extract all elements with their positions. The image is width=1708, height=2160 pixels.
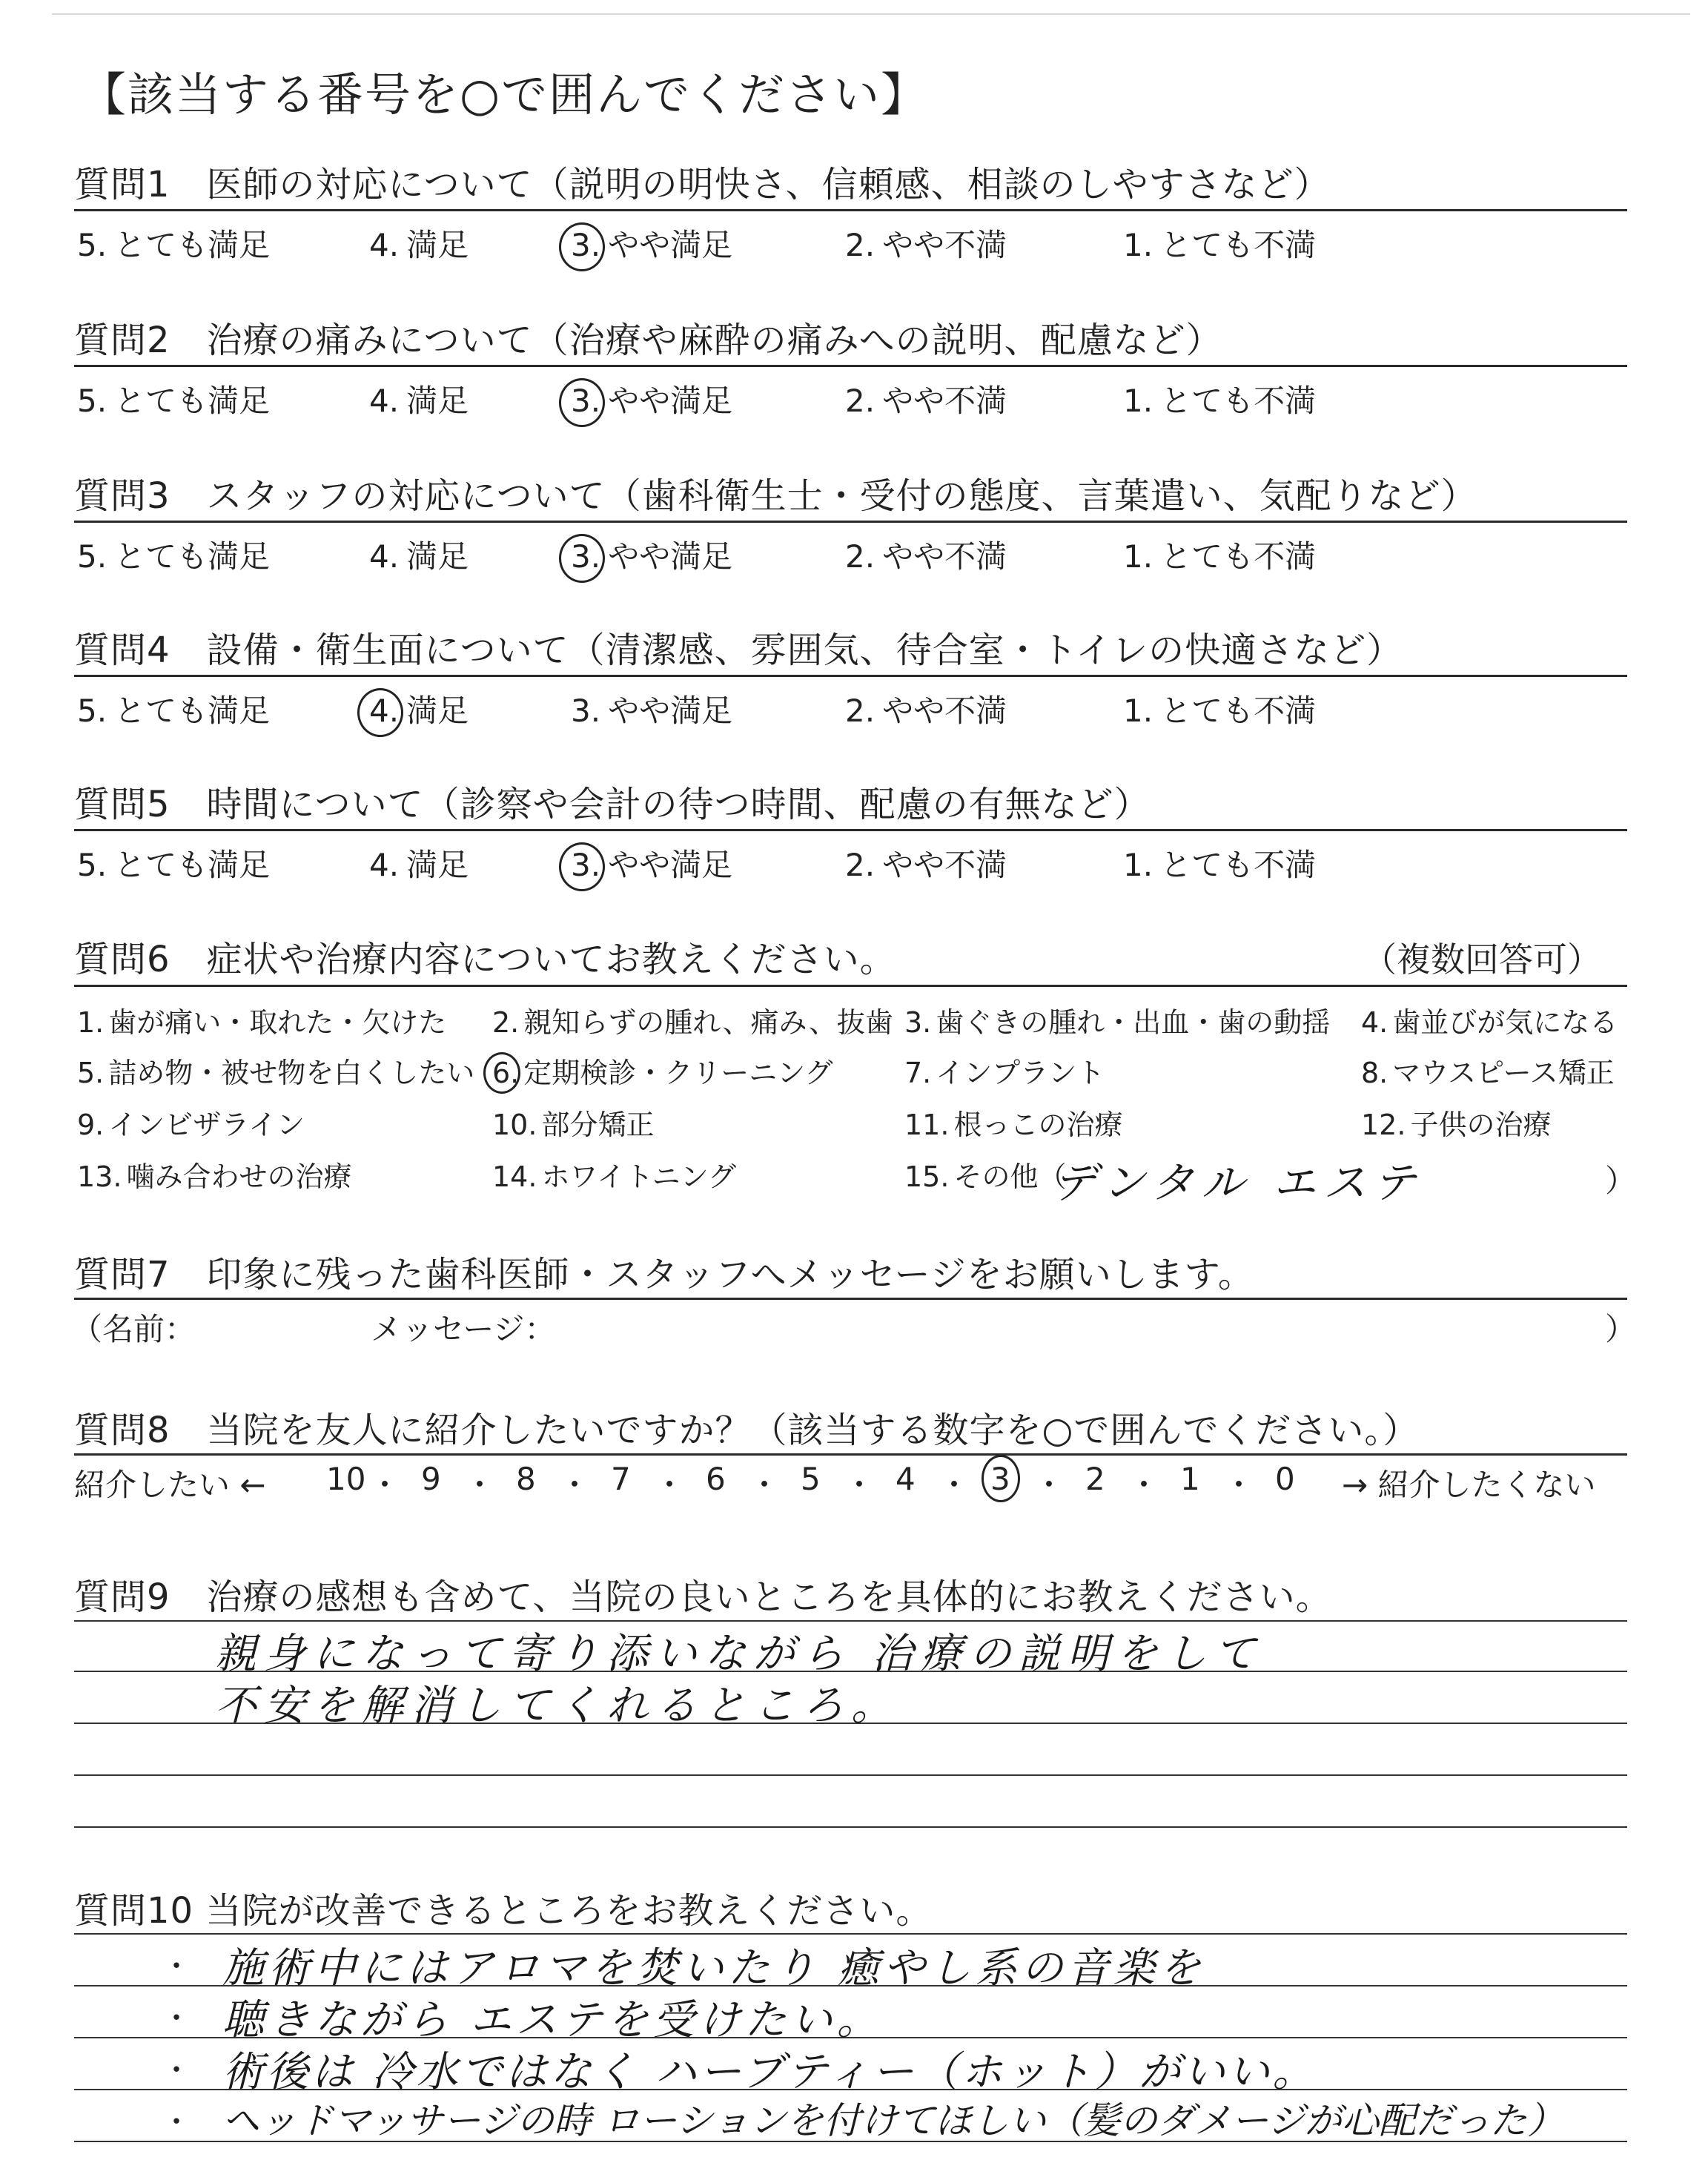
option-number: 1. <box>1123 538 1153 575</box>
q8-scale-value-8[interactable]: 8 <box>516 1461 536 1497</box>
q6-option-13[interactable] <box>77 1154 351 1195</box>
q6-option-5[interactable] <box>77 1050 474 1091</box>
q5-option-2[interactable] <box>845 841 1007 885</box>
q5-option-5[interactable] <box>77 841 270 885</box>
q8-underline <box>74 1453 1627 1456</box>
option-number: 2. <box>845 847 875 883</box>
q6-multiple-answers-note: （複数回答可） <box>1363 939 1601 980</box>
q2-option-5[interactable] <box>77 377 270 421</box>
q2-underline <box>74 365 1627 367</box>
option-number: 3. <box>571 227 601 263</box>
option-number: 3. <box>904 1006 932 1039</box>
q6-option-11[interactable] <box>904 1102 1122 1143</box>
option-number: 2. <box>845 227 875 263</box>
q5-option-3[interactable] <box>571 841 732 885</box>
option-label: とても不満 <box>1160 227 1317 263</box>
q4-option-4[interactable] <box>369 687 469 731</box>
option-number: 13. <box>77 1160 122 1193</box>
q10-answer-line[interactable]: 聴きながら エステを受けたい。 <box>222 1996 883 2044</box>
q8-scale-separator: ・ <box>939 1467 970 1503</box>
q8-scale-value-2[interactable]: 2 <box>1085 1461 1105 1497</box>
q3-option-3[interactable] <box>571 532 732 577</box>
q1-underline <box>74 209 1627 211</box>
option-label: 満足 <box>406 693 469 729</box>
option-number: 2. <box>845 693 875 729</box>
option-label: やや不満 <box>882 847 1007 883</box>
q6-option-2[interactable] <box>492 1000 893 1040</box>
q8-scale-separator: ・ <box>749 1467 781 1503</box>
q2-title: 質問2 治療の痛みについて（治療や麻酔の痛みへの説明、配慮など） <box>74 320 1222 361</box>
q8-scale-value-5[interactable]: 5 <box>801 1461 821 1497</box>
q8-scale-separator: ・ <box>1223 1467 1255 1503</box>
q8-scale-value-0[interactable]: 0 <box>1275 1461 1295 1497</box>
option-number: 5. <box>77 847 107 883</box>
option-number: 1. <box>1123 847 1153 883</box>
q8-scale-separator: ・ <box>844 1467 875 1503</box>
q8-scale-separator: ・ <box>464 1467 496 1503</box>
q7-close-paren: ） <box>1605 1311 1637 1347</box>
option-label: やや満足 <box>608 383 733 419</box>
option-label: その他（ <box>953 1160 1067 1193</box>
q6-option-6[interactable] <box>492 1050 833 1091</box>
option-number: 2. <box>845 538 875 575</box>
q3-option-5[interactable] <box>77 532 270 577</box>
q1-option-5[interactable] <box>77 221 270 265</box>
option-label: とても不満 <box>1160 847 1317 883</box>
option-label: 子供の治療 <box>1410 1109 1552 1141</box>
q1-title: 質問1 医師の対応について（説明の明快さ、信頼感、相談のしやすさなど） <box>74 164 1331 205</box>
q1-option-3[interactable] <box>571 221 732 265</box>
q9-answer-line[interactable]: 不安を解消してくれるところ。 <box>215 1682 900 1730</box>
option-label: 満足 <box>406 538 469 575</box>
option-label: インビザライン <box>108 1109 305 1141</box>
option-label: 満足 <box>406 227 469 263</box>
q6-underline <box>74 985 1627 987</box>
q9-answer-line[interactable]: 親身になって寄り添いながら 治療の説明をして <box>215 1630 1263 1678</box>
q3-option-4[interactable] <box>369 532 469 577</box>
q8-title: 質問8 当院を友人に紹介したいですか？（該当する数字を○で囲んでください。） <box>74 1410 1420 1451</box>
q3-underline <box>74 521 1627 523</box>
q8-right-label: → 紹介したくない <box>1342 1467 1596 1503</box>
q7-name-label: （名前： <box>71 1311 196 1347</box>
q6-option-12[interactable] <box>1361 1102 1551 1143</box>
q6-option-1[interactable] <box>77 1000 446 1040</box>
q10-answer-line[interactable]: 施術中にはアロマを焚いたり 癒やし系の音楽を <box>222 1944 1205 1992</box>
option-number: 4. <box>369 383 400 419</box>
option-number: 5. <box>77 538 107 575</box>
q8-scale-separator: ・ <box>559 1467 591 1503</box>
q7-message-label: メッセージ： <box>371 1311 556 1347</box>
q8-scale-value-1[interactable]: 1 <box>1180 1461 1200 1497</box>
option-number: 1. <box>77 1006 105 1039</box>
q9-title: 質問9 治療の感想も含めて、当院の良いところを具体的にお教えください。 <box>74 1576 1332 1618</box>
option-number: 2. <box>845 383 875 419</box>
option-number: 5. <box>77 383 107 419</box>
option-label: とても満足 <box>114 847 271 883</box>
q8-scale-value-4[interactable]: 4 <box>896 1461 916 1497</box>
option-number: 4. <box>1361 1006 1388 1039</box>
option-number: 5. <box>77 693 107 729</box>
q5-title: 質問5 時間について（診察や会計の待つ時間、配慮の有無など） <box>74 784 1151 825</box>
q10-line <box>74 1933 1627 1935</box>
option-number: 2. <box>492 1006 520 1039</box>
option-number: 15. <box>904 1160 950 1193</box>
q8-left-label: 紹介したい ← <box>74 1467 266 1503</box>
q6-option-10[interactable] <box>492 1102 654 1143</box>
option-label: マウスピース矯正 <box>1392 1057 1615 1089</box>
q4-underline <box>74 675 1627 677</box>
q6-other-close-paren: ） <box>1605 1163 1637 1199</box>
option-number: 5. <box>77 227 107 263</box>
q6-option-7[interactable] <box>904 1050 1105 1091</box>
q6-option-8[interactable] <box>1361 1050 1615 1091</box>
q2-option-1[interactable] <box>1123 377 1316 421</box>
q2-option-4[interactable] <box>369 377 469 421</box>
q6-title: 質問6 症状や治療内容についてお教えください。 <box>74 939 896 980</box>
q6-option-9[interactable] <box>77 1102 305 1143</box>
q9-line <box>74 1826 1627 1828</box>
option-number: 1. <box>1123 383 1153 419</box>
option-number: 3. <box>571 693 601 729</box>
q1-option-2[interactable] <box>845 221 1007 265</box>
q4-option-5[interactable] <box>77 687 270 731</box>
q8-scale-value-6[interactable]: 6 <box>706 1461 726 1497</box>
q8-scale-value-10[interactable]: 10 <box>326 1461 366 1497</box>
option-label: とても満足 <box>114 693 271 729</box>
option-label: とても不満 <box>1160 693 1317 729</box>
q6-option-14[interactable] <box>492 1154 736 1195</box>
q8-scale-value-9[interactable]: 9 <box>421 1461 441 1497</box>
option-label: 部分矯正 <box>541 1109 655 1141</box>
option-number: 6. <box>492 1057 520 1089</box>
option-label: とても不満 <box>1160 538 1317 575</box>
q8-scale-separator: ・ <box>1128 1467 1160 1503</box>
option-number: 1. <box>1123 693 1153 729</box>
option-number: 4. <box>369 227 400 263</box>
q10-title: 質問10 当院が改善できるところをお教えください。 <box>74 1890 933 1932</box>
option-label: 歯ぐきの腫れ・出血・歯の動揺 <box>936 1006 1331 1039</box>
q2-option-3[interactable] <box>571 377 732 421</box>
q4-option-1[interactable] <box>1123 687 1316 731</box>
option-label: やや満足 <box>608 693 733 729</box>
q4-title: 質問4 設備・衛生面について（清潔感、雰囲気、待合室・トイレの快適さなど） <box>74 630 1403 671</box>
q10-bullet: ・ <box>162 2053 191 2087</box>
option-label: 噛み合わせの治療 <box>126 1160 352 1193</box>
form-instruction-title: 【該当する番号を○で囲んでください】 <box>80 67 929 122</box>
q6-option-15[interactable] <box>904 1154 1066 1195</box>
option-label: やや不満 <box>882 538 1007 575</box>
option-number: 1. <box>1123 227 1153 263</box>
option-label: やや満足 <box>608 538 733 575</box>
option-number: 12. <box>1361 1109 1406 1141</box>
option-number: 4. <box>369 693 400 729</box>
q1-option-1[interactable] <box>1123 221 1316 265</box>
option-label: やや満足 <box>608 227 733 263</box>
q5-underline <box>74 829 1627 831</box>
q10-bullet: ・ <box>162 1949 191 1984</box>
q8-scale-value-3[interactable]: 3 <box>990 1461 1010 1497</box>
q3-option-2[interactable] <box>845 532 1007 577</box>
q8-scale-separator: ・ <box>1033 1467 1065 1503</box>
q2-option-2[interactable] <box>845 377 1007 421</box>
q4-option-2[interactable] <box>845 687 1007 731</box>
option-label: 歯並びが気になる <box>1392 1006 1618 1039</box>
option-label: 親知らずの腫れ、痛み、抜歯 <box>523 1006 893 1039</box>
option-label: とても満足 <box>114 227 271 263</box>
option-label: 歯が痛い・取れた・欠けた <box>108 1006 447 1039</box>
option-label: 詰め物・被せ物を白くしたい <box>108 1057 475 1089</box>
option-label: とても不満 <box>1160 383 1317 419</box>
q5-option-1[interactable] <box>1123 841 1316 885</box>
option-number: 9. <box>77 1109 105 1141</box>
q3-option-1[interactable] <box>1123 532 1316 577</box>
option-label: やや不満 <box>882 383 1007 419</box>
option-number: 8. <box>1361 1057 1388 1089</box>
q8-scale-value-7[interactable]: 7 <box>611 1461 631 1497</box>
option-number: 5. <box>77 1057 105 1089</box>
q8-scale-separator: ・ <box>369 1467 401 1503</box>
option-label: 満足 <box>406 847 469 883</box>
q3-title: 質問3 スタッフの対応について（歯科衛生士・受付の態度、言葉遣い、気配りなど） <box>74 475 1477 517</box>
q10-bullet: ・ <box>162 2001 191 2035</box>
q8-scale-separator: ・ <box>654 1467 686 1503</box>
option-number: 4. <box>369 538 400 575</box>
q7-underline <box>74 1298 1627 1300</box>
q9-line <box>74 1774 1627 1776</box>
option-number: 11. <box>904 1109 950 1141</box>
option-number: 7. <box>904 1057 932 1089</box>
option-label: とても満足 <box>114 383 271 419</box>
q10-bullet: ・ <box>162 2105 191 2139</box>
q4-option-3[interactable] <box>571 687 732 731</box>
q1-option-4[interactable] <box>369 221 469 265</box>
option-label: やや不満 <box>882 693 1007 729</box>
q10-answer-line[interactable]: 術後は 冷水ではなく ハーブティー（ホット）がいい。 <box>222 2048 1317 2096</box>
q6-option-3[interactable] <box>904 1000 1330 1040</box>
option-number: 10. <box>492 1109 537 1141</box>
option-number: 3. <box>571 383 601 419</box>
q10-answer-line[interactable]: ヘッドマッサージの時 ローションを付けてほしい（髪のダメージが心配だった） <box>222 2099 1564 2142</box>
q6-other-handwritten[interactable]: デンタル エステ <box>1053 1157 1423 1208</box>
option-label: やや不満 <box>882 227 1007 263</box>
option-number: 4. <box>369 847 400 883</box>
option-label: 根っこの治療 <box>953 1109 1123 1141</box>
option-label: やや満足 <box>608 847 733 883</box>
option-number: 3. <box>571 847 601 883</box>
option-label: とても満足 <box>114 538 271 575</box>
q7-title: 質問7 印象に残った歯科医師・スタッフへメッセージをお願いします。 <box>74 1254 1254 1295</box>
option-label: 定期検診・クリーニング <box>523 1057 833 1089</box>
q5-option-4[interactable] <box>369 841 469 885</box>
top-rule <box>52 13 1690 15</box>
q6-option-4[interactable] <box>1361 1000 1618 1040</box>
option-label: 満足 <box>406 383 469 419</box>
option-number: 14. <box>492 1160 537 1193</box>
option-number: 3. <box>571 538 601 575</box>
option-label: インプラント <box>936 1057 1105 1089</box>
option-label: ホワイトニング <box>541 1160 737 1193</box>
